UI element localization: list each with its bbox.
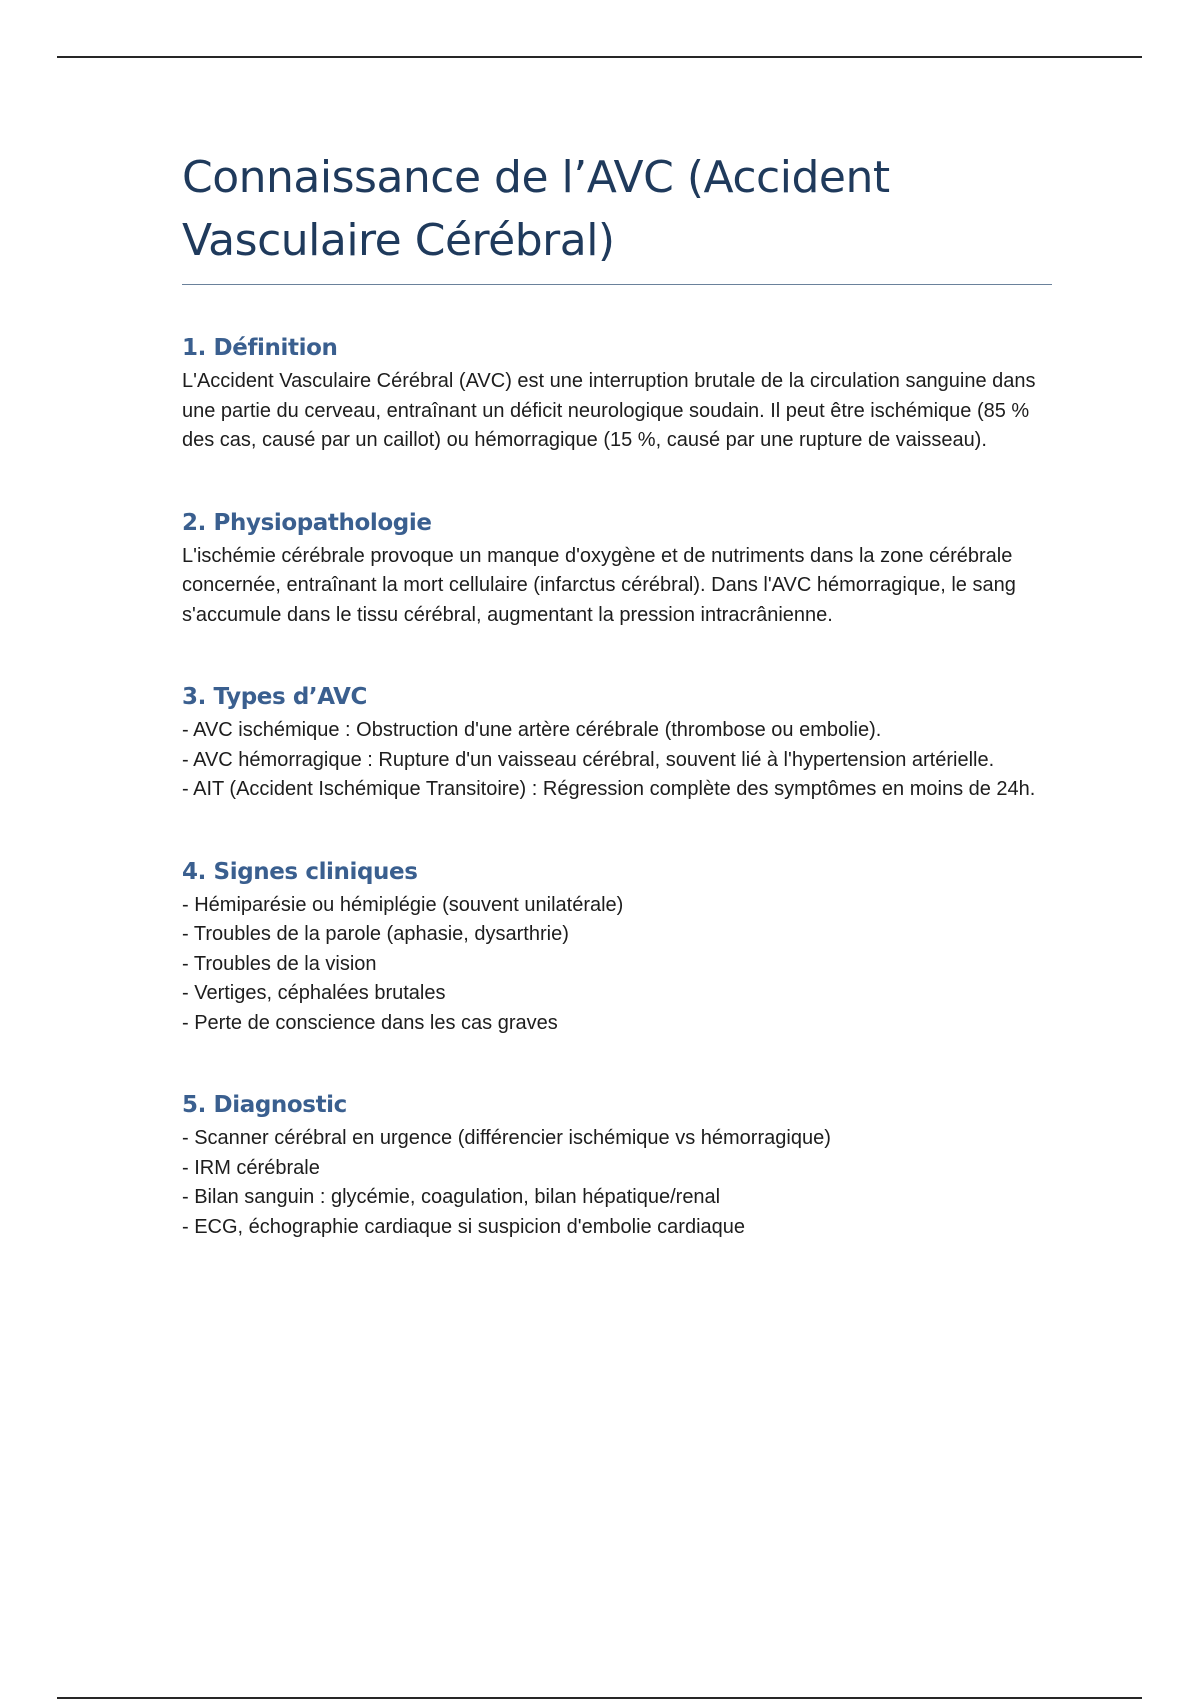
section-paragraph: L'Accident Vasculaire Cérébral (AVC) est une interruption brutale de la circulation sanguine dans une partie du cerveau, entraînant un déficit neurologique soudain. Il peut être ischémique (85 % des cas, causé par un caillot) ou hémorragique (15 %, causé par une rupture de vaisseau).: [182, 370, 1036, 451]
section-diagnostic: [182, 1090, 1052, 1242]
section-heading: 3. Types d’AVC: [182, 684, 367, 710]
list-item: - AIT (Accident Ischémique Transitoire) : Régression complète des symptômes en moins de 24h.: [182, 778, 1036, 800]
list-item: - Perte de conscience dans les cas graves: [182, 1011, 558, 1034]
page-bottom-rule: [57, 1697, 1142, 1699]
list-item: - Troubles de la parole (aphasie, dysarthrie): [182, 923, 569, 945]
list-item: - Hémiparésie ou hémiplégie (souvent unilatérale): [182, 893, 624, 916]
list-item: - AVC hémorragique : Rupture d'un vaisseau cérébral, souvent lié à l'hypertension artérielle.: [182, 748, 995, 771]
section-physiopathologie: [182, 508, 1052, 631]
section-heading: 5. Diagnostic: [182, 1092, 347, 1118]
section-heading: 1. Définition: [182, 335, 338, 361]
section-heading: 4. Signes cliniques: [182, 858, 418, 885]
section-signes-cliniques: [182, 857, 1052, 1039]
list-item: - Scanner cérébral en urgence (différencier ischémique vs hémorragique): [182, 1127, 831, 1149]
page-top-rule: [57, 56, 1142, 58]
section-paragraph: L'ischémie cérébrale provoque un manque d'oxygène et de nutriments dans la zone cérébrale concernée, entraînant la mort cellulaire (infarctus cérébral). Dans l'AVC hémorragique, le sang s'accumule dans le tissu cérébral, augmentant la pression intracrânienne.: [182, 544, 1016, 626]
list-item: - Vertiges, céphalées brutales: [182, 982, 446, 1004]
section-types: [182, 682, 1052, 805]
list-item: - Troubles de la vision: [182, 952, 377, 975]
diagnostic-list: [182, 1124, 1052, 1242]
types-list: [182, 716, 1052, 805]
document-title: Connaissance de l’AVC (Accident Vasculaire Cérébral): [182, 146, 1052, 285]
section-heading: 2. Physiopathologie: [182, 509, 432, 536]
list-item: - IRM cérébrale: [182, 1156, 320, 1179]
document-content: [182, 146, 1052, 1242]
list-item: - Bilan sanguin : glycémie, coagulation, bilan hépatique/renal: [182, 1186, 721, 1208]
list-item: - AVC ischémique : Obstruction d'une artère cérébrale (thrombose ou embolie).: [182, 719, 882, 741]
section-definition: [182, 333, 1052, 456]
signs-list: [182, 891, 1052, 1039]
list-item: - ECG, échographie cardiaque si suspicion d'embolie cardiaque: [182, 1215, 746, 1238]
